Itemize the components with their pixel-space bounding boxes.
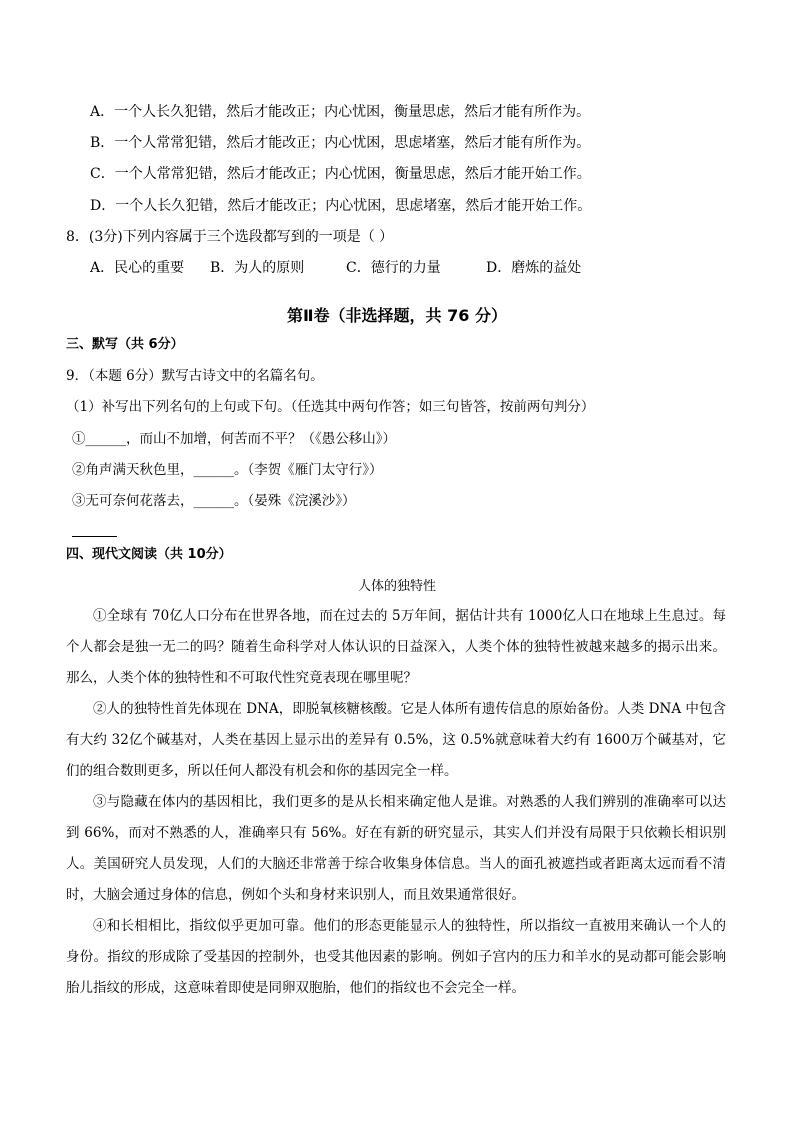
- q7-option-b: B．一个人常常犯错，然后才能改正；内心忧困，思虑堵塞，然后才能有所作为。: [90, 135, 591, 151]
- q8-options: [90, 258, 650, 278]
- q8-option-b: B．为人的原则: [210, 260, 305, 276]
- q8-stem: 8．(3分)下列内容属于三个选段都写到的一项是（ ）: [66, 229, 394, 245]
- q7-option-a: A．一个人长久犯错，然后才能改正；内心忧困，衡量思虑，然后才能有所作为。: [90, 104, 591, 120]
- article-paragraph-3: ③与隐藏在体内的基因相比，我们更多的是从长相来确定他人是谁。对熟悉的人我们辨别的准确率可以达到 66%，而对不熟悉的人，准确率只有 56%。好在有新的研究显示，其实人们并没有局限于只依赖长相识别人。美国研究人员发现，人们的大脑还非常善于综合收集身体信息。当人的面孔被遮挡或者距离太远而看不清时，大脑会通过身体的信息，例如个头和身材来识别人，而且效果通常很好。: [66, 794, 726, 903]
- q9-item-2: ②角声满天秋色里，______。（李贺《雁门太守行》）: [72, 462, 383, 478]
- article-paragraph-4: ④和长相相比，指纹似乎更加可靠。他们的形态更能显示人的独特性，所以指纹一直被用来确认一个人的身份。指纹的形成除了受基因的控制外，也受其他因素的影响。例如子宫内的压力和羊水的晃动都可能会影响胎儿指纹的形成，这意味着即使是同卵双胞胎，他们的指纹也不会完全一样。: [66, 918, 726, 996]
- article-title: 人体的独特性: [357, 579, 436, 594]
- q8-option-d: D．磨炼的益处: [486, 260, 582, 276]
- section-4-heading: 四、现代文阅读（共 10分）: [66, 547, 232, 562]
- q9-stem: 9．（本题 6分）默写古诗文中的名篇名句。: [66, 368, 324, 384]
- article-paragraph-2: ②人的独特性首先体现在 DNA，即脱氧核糖核酸。它是人体所有遗传信息的原始备份。人类 DNA 中包含有大约 32亿个碱基对，人类在基因上显示出的差异有 0.5%，这 0.5%就意味着大约有 1600万个碱基对，它们的组合数則更多，所以任何人都没有机会和你的基因完全一样。: [66, 701, 726, 779]
- q7-option-d: D．一个人长久犯错，然后才能改正；内心忧困，思虑堵塞，然后才能开始工作。: [90, 198, 592, 214]
- q9-item-3: ③无可奈何花落去，______。（晏殊《浣溪沙》）: [72, 493, 356, 509]
- q9-instruction: （1）补写出下列名句的上句或下句。（任选其中两句作答；如三句皆答，按前两句判分）: [66, 399, 595, 415]
- answer-blank-line: [72, 536, 117, 537]
- part-2-title: 第Ⅱ卷（非选择题，共 76 分）: [287, 306, 507, 325]
- q7-option-c: C．一个人常常犯错，然后才能改正；内心忧困，衡量思虑，然后才能开始工作。: [90, 166, 591, 182]
- q8-option-c: C．德行的力量: [346, 260, 441, 276]
- section-3-heading: 三、默写（共 6分）: [66, 337, 184, 352]
- q9-item-1: ①______，而山不加增，何苦而不平？（《愚公移山》）: [72, 431, 396, 447]
- q8-option-a: A．民心的重要: [90, 260, 185, 276]
- article-paragraph-1: ①全球有 70亿人口分布在世界各地，而在过去的 5万年间，据估计共有 1000亿人口在地球上生息过。每个人都会是独一无二的吗？随着生命科学对人体认识的日益深入，人类个体的独特性被越来越多的揭示出来。那么，人类个体的独特性和不可取代性究竟表现在哪里呢？: [66, 608, 726, 686]
